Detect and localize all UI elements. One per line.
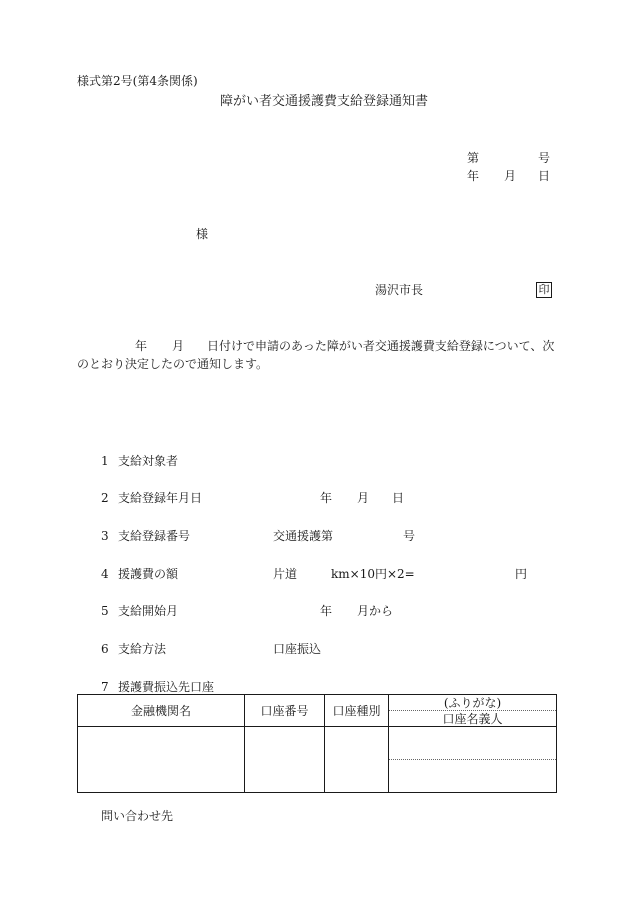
document-title: 障がい者交通援護費支給登録通知書 bbox=[220, 94, 429, 109]
item-3-value-suffix: 号 bbox=[403, 529, 416, 543]
account-number-cell bbox=[245, 727, 325, 793]
item-3-label: 支給登録番号 bbox=[118, 529, 191, 543]
bank-name-cell bbox=[78, 727, 245, 793]
bank-account-table bbox=[77, 694, 557, 793]
item-4-unit: 円 bbox=[515, 567, 528, 581]
header-furigana: (ふりがな) bbox=[443, 695, 502, 710]
addressee-suffix: 様 bbox=[196, 227, 209, 241]
body-line-2: のとおり決定したので通知します。 bbox=[77, 357, 269, 371]
date-day: 日 bbox=[538, 169, 551, 183]
item-3-number: 3 bbox=[101, 529, 109, 543]
item-4-label: 援護費の額 bbox=[118, 567, 179, 581]
item-5-month-from: 月から bbox=[357, 604, 394, 618]
item-6-value: 口座振込 bbox=[273, 642, 322, 656]
item-1-number: 1 bbox=[101, 454, 109, 468]
item-2-number: 2 bbox=[101, 491, 109, 505]
header-account-number: 口座番号 bbox=[245, 695, 325, 727]
item-7-number: 7 bbox=[101, 680, 109, 694]
body-line-1: 日付けで申請のあった障がい者交通援護費支給登録について、次 bbox=[207, 339, 555, 353]
contact-label: 問い合わせ先 bbox=[101, 809, 174, 823]
header-holder-cell bbox=[389, 695, 557, 727]
item-2-year: 年 bbox=[320, 491, 333, 505]
item-5-year: 年 bbox=[320, 604, 333, 618]
item-2-month: 月 bbox=[357, 491, 370, 505]
account-type-cell bbox=[325, 727, 389, 793]
item-3-value-prefix: 交通援護第 bbox=[273, 529, 334, 543]
item-1-label: 支給対象者 bbox=[118, 454, 179, 468]
item-4-formula: km×10円×2= bbox=[331, 567, 415, 581]
seal-mark: 印 bbox=[536, 282, 552, 298]
item-7-label: 援護費振込先口座 bbox=[118, 680, 215, 694]
item-5-number: 5 bbox=[101, 604, 109, 618]
date-month: 月 bbox=[504, 169, 517, 183]
account-holder-cell bbox=[389, 727, 557, 793]
doc-number-prefix: 第 bbox=[467, 151, 480, 165]
issuer: 湯沢市長 bbox=[375, 283, 424, 297]
item-6-number: 6 bbox=[101, 642, 109, 656]
item-2-day: 日 bbox=[392, 491, 405, 505]
body-month: 月 bbox=[172, 339, 185, 353]
item-5-label: 支給開始月 bbox=[118, 604, 179, 618]
item-6-label: 支給方法 bbox=[118, 642, 167, 656]
header-account-type: 口座種別 bbox=[325, 695, 389, 727]
header-bank-name: 金融機関名 bbox=[78, 695, 245, 727]
account-holder-value bbox=[389, 759, 556, 792]
item-4-number: 4 bbox=[101, 567, 109, 581]
doc-number-suffix: 号 bbox=[538, 151, 551, 165]
item-4-one-way: 片道 bbox=[273, 567, 298, 581]
furigana-value bbox=[389, 727, 556, 759]
date-year: 年 bbox=[467, 169, 480, 183]
header-account-holder: 口座名義人 bbox=[389, 710, 556, 726]
form-number: 様式第2号(第4条関係) bbox=[77, 74, 198, 88]
body-year: 年 bbox=[135, 339, 148, 353]
item-2-label: 支給登録年月日 bbox=[118, 491, 203, 505]
